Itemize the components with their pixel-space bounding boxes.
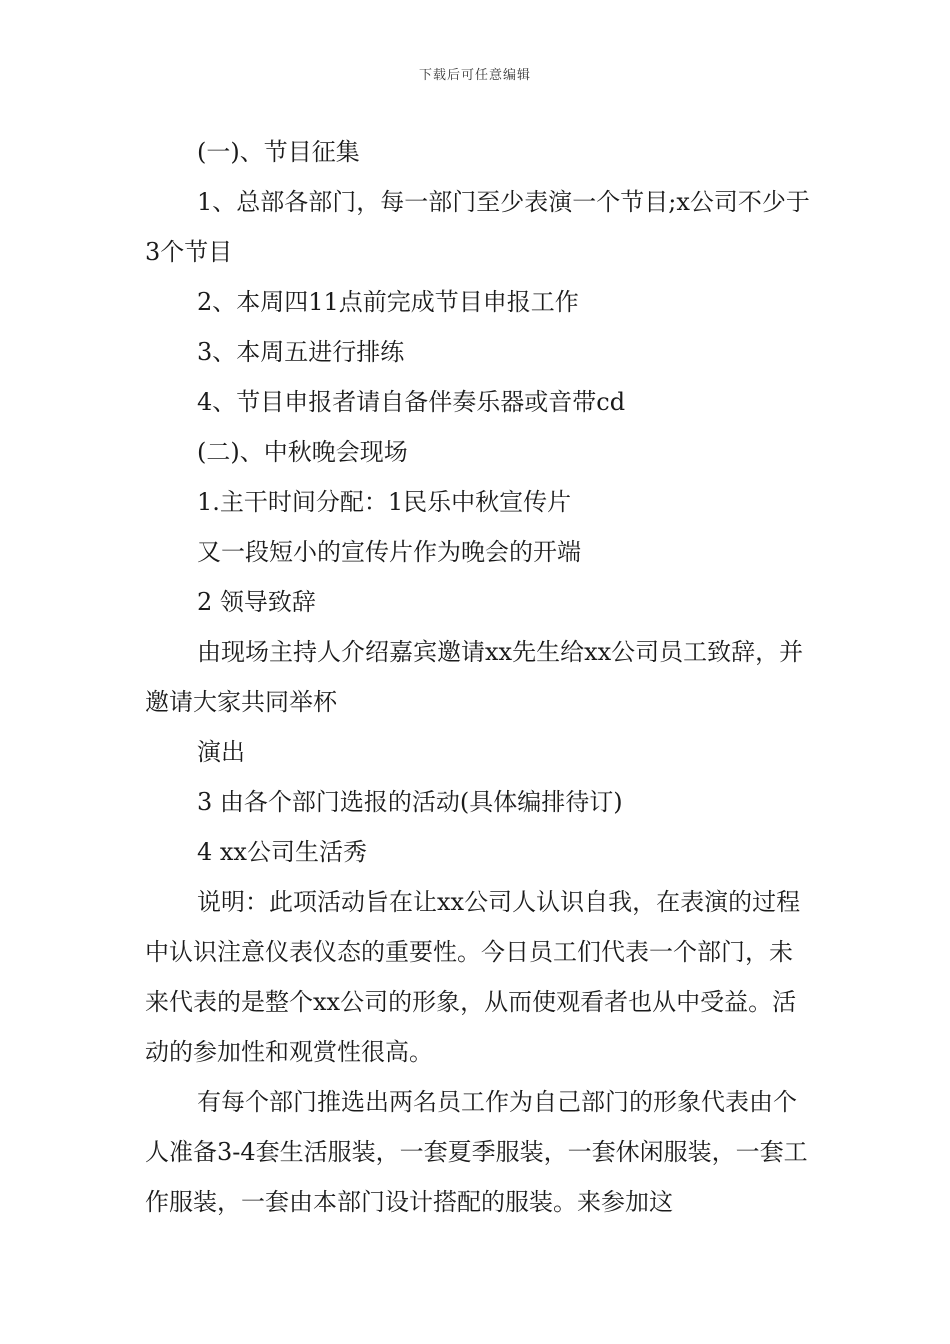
page-header: 下载后可任意编辑	[418, 68, 531, 83]
paragraph: 又一段短小的宣传片作为晚会的开端	[197, 538, 581, 566]
paragraph: 有每个部门推选出两名员工作为自己部门的形象代表由个人准备3-4套生活服装，一套夏季服装，一套休闲服装，一套工作服装，一套由本部门设计搭配的服装。来参加这	[145, 1088, 808, 1216]
section-heading-2: (二)、中秋晚会现场	[197, 438, 408, 466]
paragraph: 4、节目申报者请自备伴奏乐器或音带cd	[197, 388, 626, 416]
paragraph: 2 领导致辞	[197, 588, 316, 616]
paragraph: 2、本周四11点前完成节目申报工作	[197, 288, 579, 316]
paragraph: 3 由各个部门选报的活动(具体编排待订)	[197, 788, 623, 816]
paragraph: 演出	[197, 738, 245, 766]
section-heading-1: (一)、节目征集	[197, 138, 360, 166]
paragraph: 1、总部各部门，每一部门至少表演一个节目;x公司不少于3个节目	[145, 188, 810, 266]
paragraph: 由现场主持人介绍嘉宾邀请xx先生给xx公司员工致辞，并邀请大家共同举杯	[145, 638, 804, 716]
paragraph: 1.主干时间分配：1民乐中秋宣传片	[197, 488, 572, 516]
document-body	[145, 127, 810, 1227]
paragraph: 说明：此项活动旨在让xx公司人认识自我，在表演的过程中认识注意仪表仪态的重要性。今日员工们代表一个部门，未来代表的是整个xx公司的形象，从而使观看者也从中受益。活动的参加性和观赏性很高。	[145, 888, 801, 1066]
paragraph: 3、本周五进行排练	[197, 338, 405, 366]
paragraph: 4 xx公司生活秀	[197, 838, 367, 866]
